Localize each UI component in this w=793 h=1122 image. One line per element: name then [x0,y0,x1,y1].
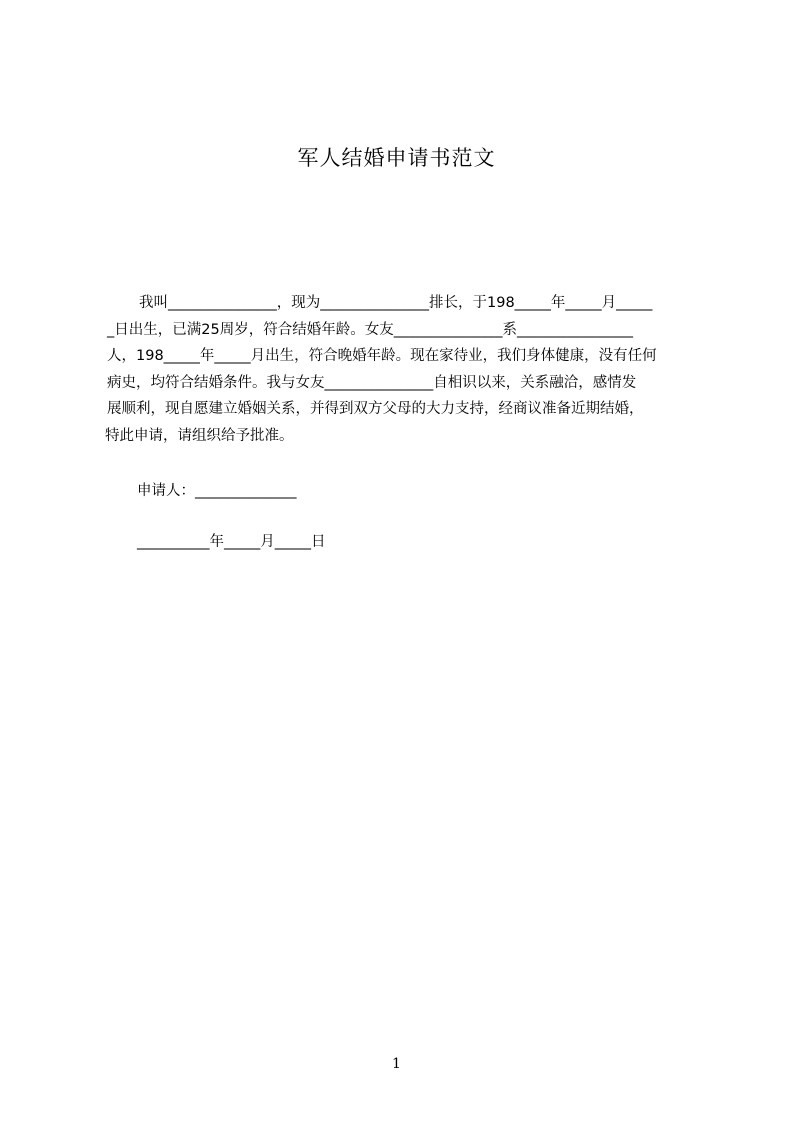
page-number: 1 [392,1056,401,1072]
document-title: 军人结婚申请书范文 [297,146,496,170]
paragraph-line-4: 病史，均符合结婚条件。我与女友_______________自相识以来，关系融洽，感情发 [107,374,637,391]
paragraph-line-5: 展顺利，现自愿建立婚姻关系，并得到双方父母的大力支持，经商议准备近期结婚， [107,401,644,417]
paragraph-line-2: _日出生，已满25周岁，符合结婚年龄。女友_______________系________________ [107,321,633,338]
paragraph-line-3: 人，198_____年_____月出生，符合晚婚年龄。现在家待业，我们身体健康，没有任何 [107,348,657,364]
applicant-signature-line: 申请人：______________ [137,483,297,499]
application-paragraph [105,290,705,449]
date-line: __________年_____月_____日 [137,534,326,550]
paragraph-line-1: 我叫_______________，现为_______________排长，于198_____年_____月_____ [139,295,653,311]
paragraph-line-6: 特此申请，请组织给予批准。 [105,427,294,444]
